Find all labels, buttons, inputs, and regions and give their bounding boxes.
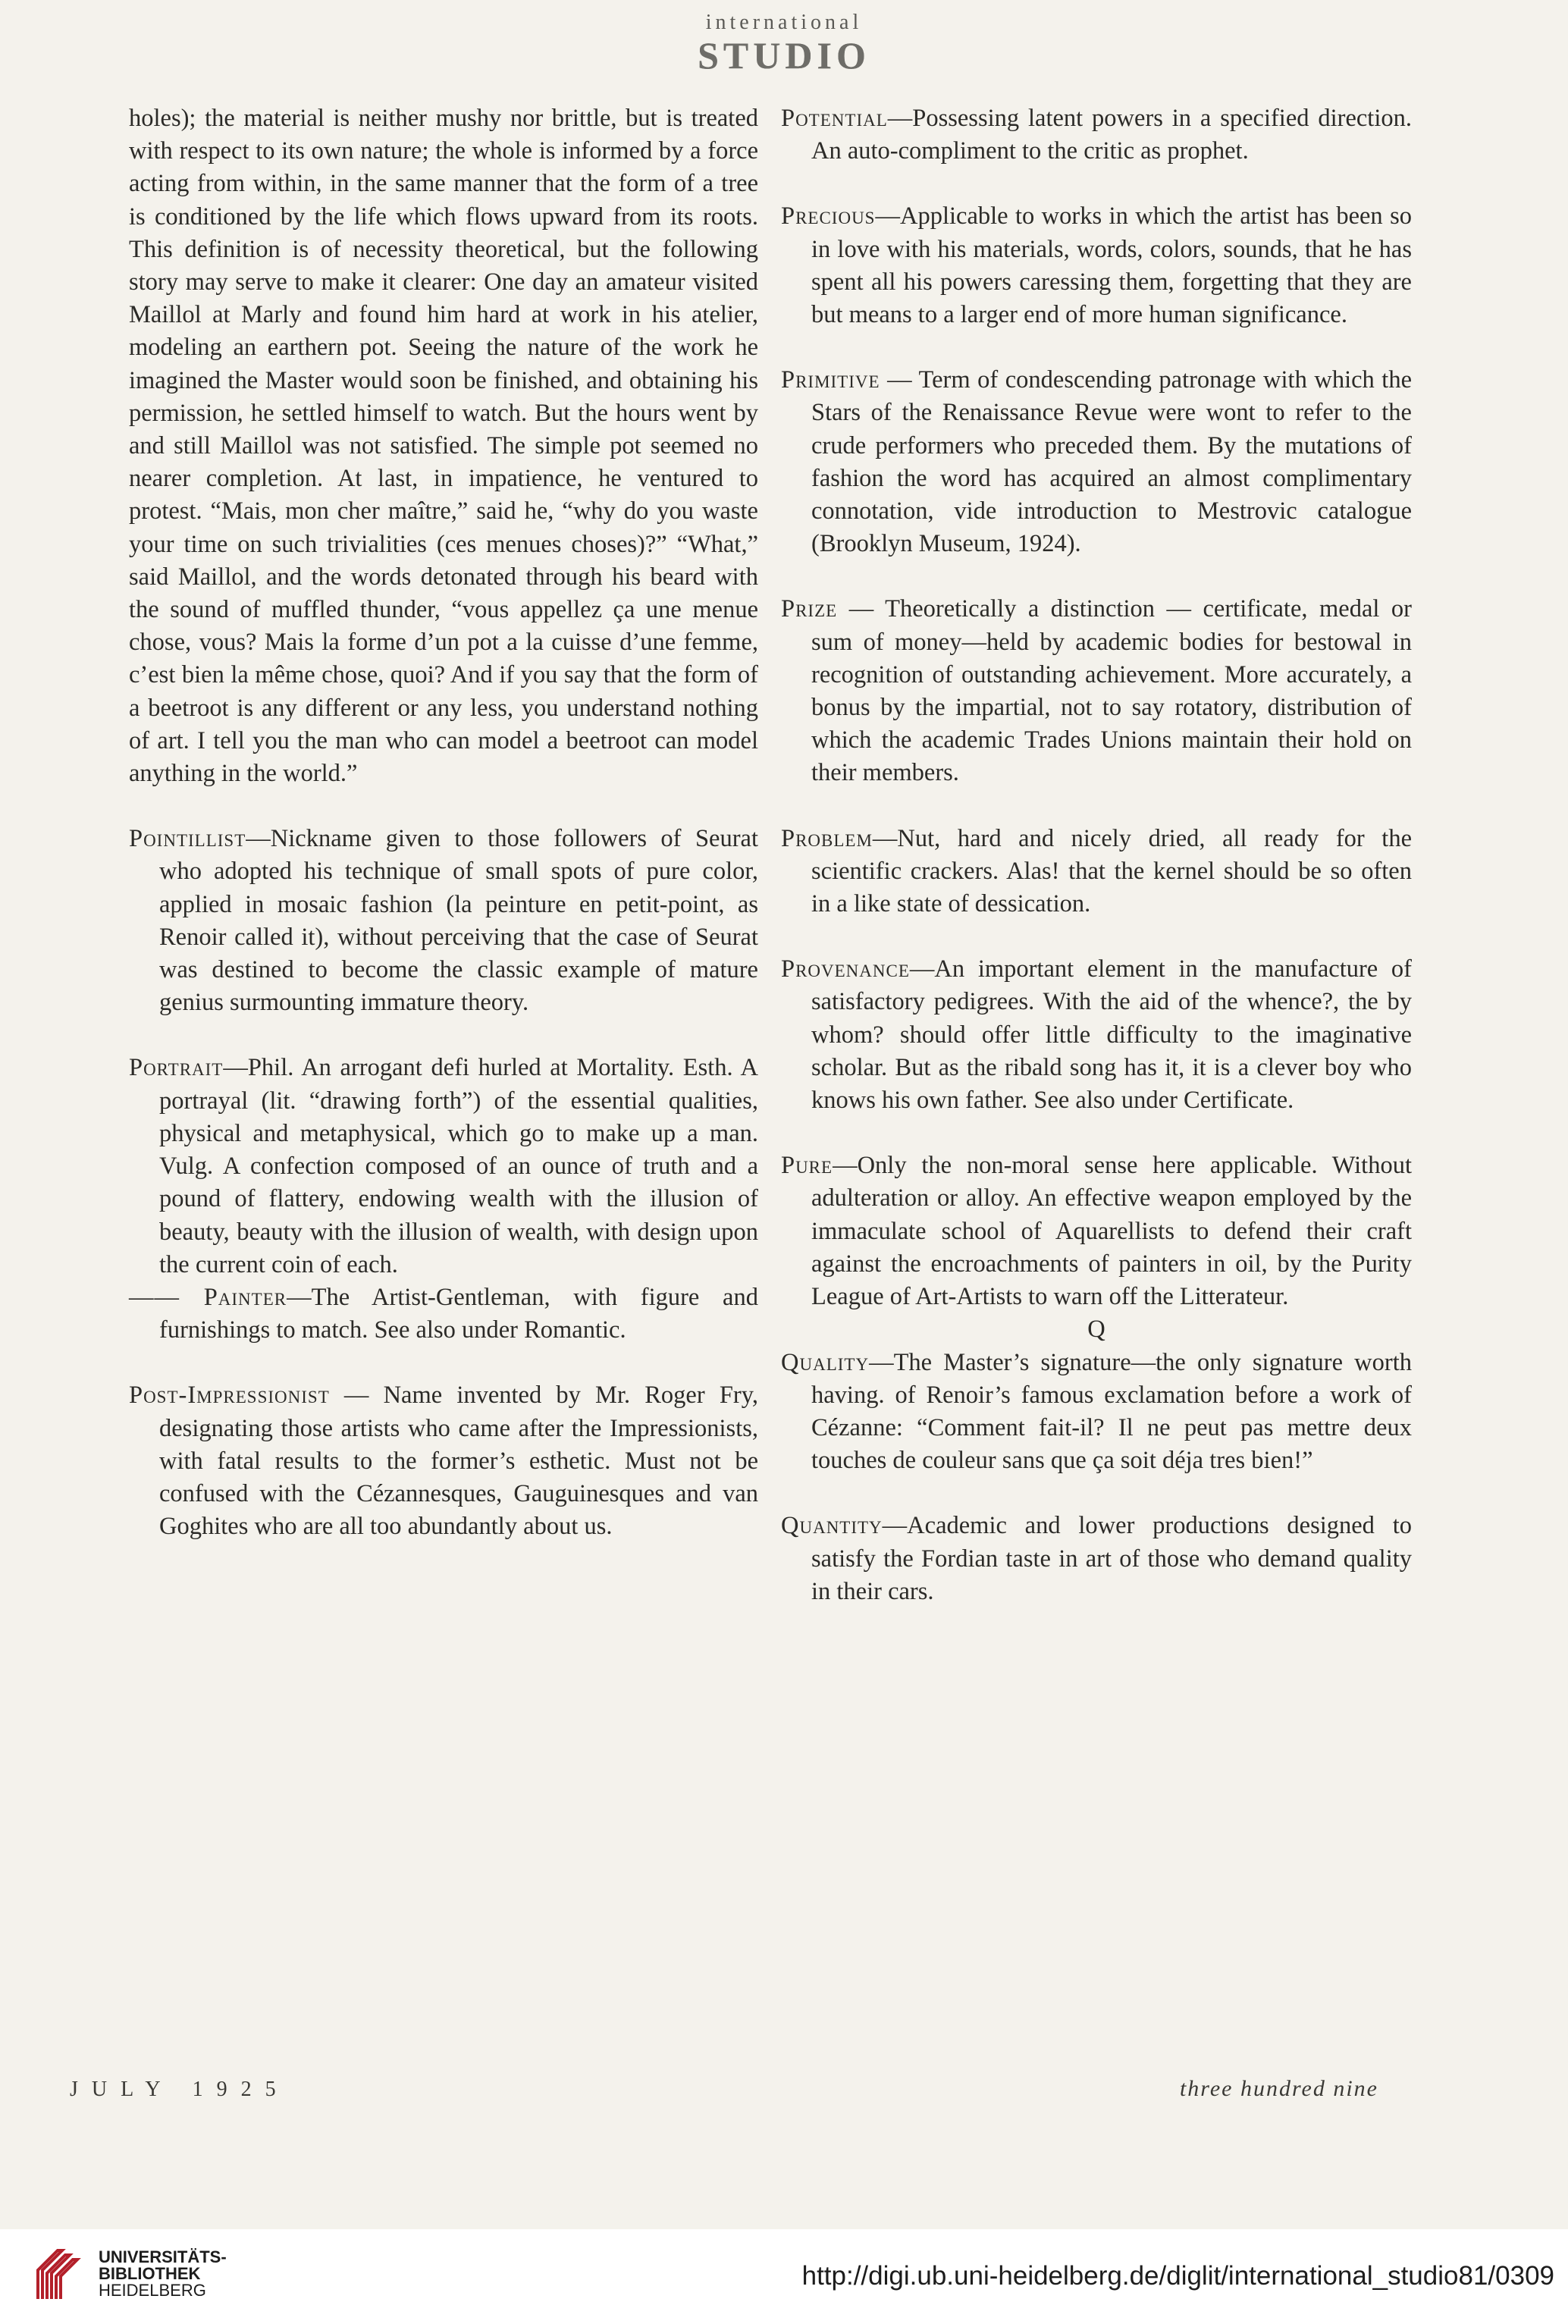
intro-paragraph: holes); the material is neither mushy nor brittle, but is treated with respect to its own nature; the whole is informed by a force acting from within, in the same manner that the form of a tree is conditioned by the life which flows upward from its roots. This definition is of necessity theoretical, but the following story may serve to make it clearer: One day an amateur visited Maillol at Marly and found him hard at work in his atelier, modeling an earthern pot. Seeing the nature of the work he imagined the Master would soon be finished, and obtaining his permission, he settled himself to watch. But the hours went by and still Maillol was not satisfied. The simple pot seemed no nearer completion. At last, in impatience, he ventured to protest. “Mais, mon cher maître,” said he, “why do you waste your time on such trivialities (ces menues choses)?” “What,” said Maillol, and the words detonated through his beard with the sound of muffled thunder, “vous appellez ça une menue chose, vous? Mais la forme d’un pot a la cuisse d’une femme, c’est bien la même chose, quoi? And if you say that the form of a beetroot is any different or any less, you understand nothing of art. I tell you the man who can model a beetroot can model anything in the world.” [129,105,758,788]
entry-head: Prize [781,595,838,623]
section-letter-q: Q [1087,1316,1105,1344]
entry-provenance [781,953,1412,1117]
entry-problem [781,823,1412,921]
entry-head: Primitive [781,366,880,394]
entry-body: — Name invented by Mr. Roger Fry, designating those artists who came after the Impressionists, with fatal results to the former’s esthetic. Must not be confused with the Cézannesques, Gauguinesques and van Goghites who are all too abundantly about us. [159,1382,758,1541]
entry-body: —The Master’s signature—the only signature worth having. of Renoir’s famous exclamation before a work of Cézanne: “Comment fait-il? Il ne peut pas mettre deux touches de couleur sans que ça soit déja tres bien!” [811,1348,1412,1475]
entry-post-impressionist [129,1379,758,1543]
entry-head: Precious [781,202,876,231]
entry-head: Quality [781,1348,870,1376]
entry-body: —Only the non-moral sense here applicable. Without adulteration or alloy. An effective weapon employed by the immaculate school of Aquarellists to defend their craft against the encroachments of painters in oil, by the Purity League of Art-Artists to warn off the Litterateur. [811,1152,1412,1311]
entry-potential [781,102,1412,168]
entry-primitive [781,364,1412,560]
right-column [781,102,1412,1641]
entry-portrait [129,1052,758,1281]
entry-quality [781,1347,1412,1478]
entry-head: Portrait [129,1054,224,1082]
entry-head: Pure [781,1152,833,1180]
entry-head: Pointillist [129,825,246,853]
left-column [129,102,758,1576]
entry-body: —An important element in the manufacture of satisfactory pedigrees. With the aid of the whence?, the by whom? should offer little difficulty to the imaginative scholar. But as the ribald song has it, it is a clever boy who knows his own father. See also under Certificate. [811,955,1412,1115]
entry-body: —The Artist-Gentleman, with figure and furnishings to match. See also under Romantic. [159,1283,758,1344]
library-line3: HEIDELBERG [99,2281,206,2300]
entry-body: —Nickname given to those followers of Seurat who adopted his technique of small spots of pure color, applied in mosaic fashion (la peinture en petit-point, as Renoir called it), without perceiving that the case of Seurat was destined to become the classic example of mature genius surmounting immature theory. [159,825,758,1017]
entry-head: —— Painter [129,1283,287,1311]
library-name [99,2249,227,2299]
entry-head: Provenance [781,955,910,983]
entry-body: —Nut, hard and nicely dried, all ready for the scientific crackers. Alas! that the kernel should be so often in a like state of dessication. [811,824,1412,918]
entry-body: — Theoretically a distinction — certificate, medal or sum of money—held by academic bodies for bestowal in recognition of outstanding achievement. More accurately, a bonus by the impartial, not to say rotatory, distribution of which the academic Trades Unions maintain their hold on their members. [811,595,1412,787]
issue-date: JULY 1925 [70,2078,290,2101]
entry-prize [781,593,1412,789]
entry-pointillist [129,823,758,1019]
entry-painter [129,1281,758,1347]
entry-body: —Academic and lower productions designed to satisfy the Fordian taste in art of those who demand quality in their cars. [811,1512,1412,1605]
page-number: three hundred nine [1179,2076,1378,2101]
entry-head: Post-Impressionist [129,1382,330,1410]
entry-body: —Possessing latent powers in a specified direction. An auto-compliment to the critic as prophet. [811,105,1412,165]
library-line2: BIBLIOTHEK [99,2264,201,2283]
masthead-line1: international [705,11,863,34]
entry-body: — Term of condescending patronage with which the Stars of the Renaissance Revue were wont to refer to the crude performers who preceded them. By the mutations of fashion the word has acquired an almost complimentary connotation, vide introduction to Mestrovic catalogue (Brooklyn Museum, 1924). [811,366,1412,558]
entry-precious [781,200,1412,331]
entry-pure [781,1149,1412,1313]
source-url-link[interactable]: http://digi.ub.uni-heidelberg.de/diglit/international_studio81/0309 [801,2261,1554,2291]
masthead-line2: STUDIO [698,34,870,77]
library-line1: UNIVERSITÄTS- [99,2247,227,2266]
entry-body: —Applicable to works in which the artist has been so in love with his materials, words, colors, sounds, that he has spent all his powers caressing them, forgetting that they are but means to a larger end of more human significance. [811,202,1412,329]
entry-quantity [781,1510,1412,1608]
library-logo-icon [32,2244,93,2305]
entry-head: Problem [781,824,873,852]
masthead [0,11,1568,76]
entry-head: Potential [781,105,888,132]
entry-body: —Phil. An arrogant defi hurled at Mortality. Esth. A portrayal (lit. “drawing forth”) of the essential qualities, physical and metaphysical, which go to make up a man. Vulg. A confection composed of an ounce of truth and a pound of flattery, endowing wealth with the illusion of beauty, beauty with the illusion of wealth, with design upon the current coin of each. [159,1054,758,1278]
entry-head: Quantity [781,1512,883,1540]
